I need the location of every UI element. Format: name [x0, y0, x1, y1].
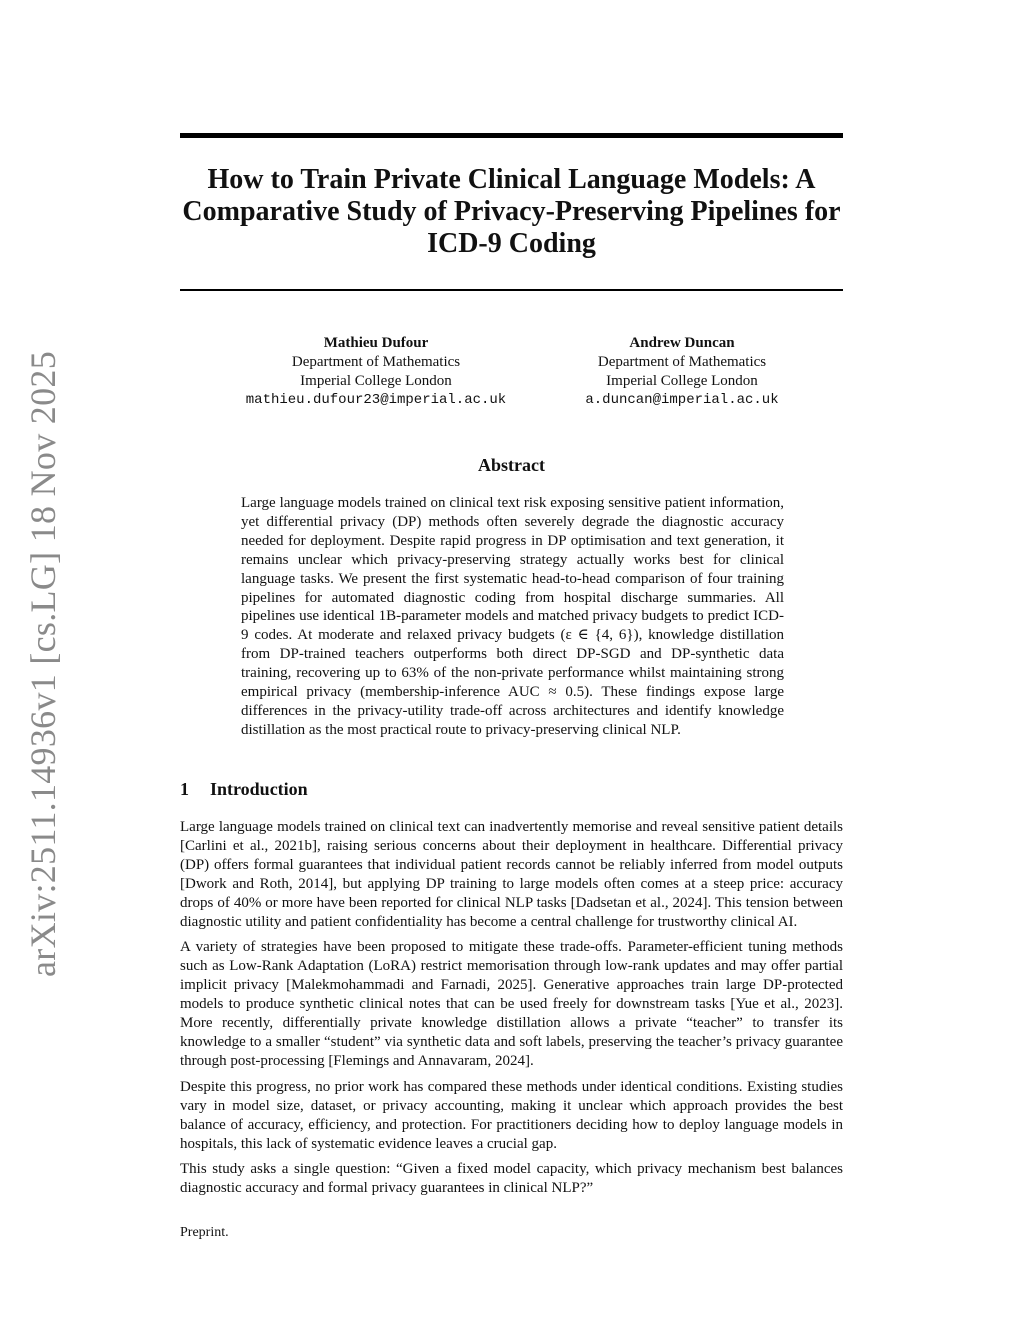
- author-email: mathieu.dufour23@imperial.ac.uk: [245, 392, 507, 408]
- author-department: Department of Mathematics: [291, 354, 461, 370]
- introduction-body: [180, 818, 843, 1205]
- paper-title: How to Train Private Clinical Language Models: A Comparative Study of Privacy-Preserving Pipelines for ICD-9 Coding: [182, 164, 841, 259]
- author-name: Mathieu Dufour: [323, 335, 429, 351]
- abstract-body: Large language models trained on clinical text risk exposing sensitive patient information, yet differential privacy (DP) methods often severely degrade the diagnostic accuracy needed for deployment. Despite rapid progress in DP optimisation and text generation, it remains unclear which privacy-preserving strategy actually works best for clinical language tasks. We present the first systematic head-to-head comparison of four training pipelines for automated diagnostic coding from hospital discharge summaries. All pipelines use identical 1B-parameter models and matched privacy budgets to predict ICD-9 codes. At moderate and relaxed privacy budgets (ε ∈ {4, 6}), knowledge distillation from DP-trained teachers outperforms both direct DP-SGD and DP-synthetic data training, recovering up to 63% of the non-private performance whilst maintaining strong empirical privacy (membership-inference AUC ≈ 0.5). These findings expose large differences in the privacy-utility trade-off across architectures and identify knowledge distillation as the most practical route to privacy-preserving clinical NLP.: [241, 495, 784, 738]
- author-block-1: [226, 334, 526, 410]
- paragraph: This study asks a single question: “Given a fixed model capacity, which privacy mechanism best balances diagnostic accuracy and formal privacy guarantees in clinical NLP?”: [180, 1161, 843, 1197]
- section-title: Introduction: [210, 779, 308, 799]
- arxiv-identifier-stamp: arXiv:2511.14936v1 [cs.LG] 18 Nov 2025: [23, 351, 63, 977]
- author-institution: Imperial College London: [606, 373, 758, 389]
- author-block-2: [532, 334, 832, 410]
- author-institution: Imperial College London: [300, 373, 452, 389]
- title-rule-top: [180, 133, 843, 138]
- author-name: Andrew Duncan: [629, 335, 735, 351]
- paragraph: Large language models trained on clinical text can inadvertently memorise and reveal sensitive patient details [Carlini et al., 2021b], raising serious concerns about their deployment in healthcare. Differential privacy (DP) offers formal guarantees that individual patient records cannot be reliably inferred from model outputs [Dwork and Roth, 2014], but applying DP training to large models often comes at a steep price: accuracy drops of 40% or more have been reported for clinical NLP tasks [Dadsetan et al., 2024]. This tension between diagnostic utility and patient confidentiality has become a central challenge for trustworthy clinical AI.: [180, 819, 843, 930]
- author-department: Department of Mathematics: [597, 354, 767, 370]
- paragraph: Despite this progress, no prior work has compared these methods under identical conditions. Existing studies vary in model size, dataset, or privacy accounting, making it unclear which approach provides the best balance of accuracy, efficiency, and protection. For practitioners deciding how to deploy language models in hospitals, this lack of systematic evidence leaves a crucial gap.: [180, 1078, 843, 1152]
- abstract-heading: Abstract: [478, 455, 545, 475]
- section-heading-introduction: [180, 779, 308, 800]
- paragraph: A variety of strategies have been proposed to mitigate these trade-offs. Parameter-efficient tuning methods such as Low-Rank Adaptation (LoRA) restrict memorisation through low-rank updates and may offer partial implicit privacy [Malekmohammadi and Farnadi, 2025]. Generative approaches train large DP-protected models to produce synthetic clinical notes that can be used freely for downstream tasks [Yue et al., 2023]. More recently, differentially private knowledge distillation allows a private “teacher” to transfer its knowledge to a smaller “student” via synthetic data and soft labels, preserving the teacher’s privacy guarantee through post-processing [Flemings and Annavaram, 2024].: [180, 939, 843, 1069]
- section-number: 1: [180, 779, 189, 799]
- author-email: a.duncan@imperial.ac.uk: [585, 392, 779, 408]
- title-rule-bottom: [180, 289, 843, 291]
- preprint-footer: Preprint.: [180, 1225, 229, 1240]
